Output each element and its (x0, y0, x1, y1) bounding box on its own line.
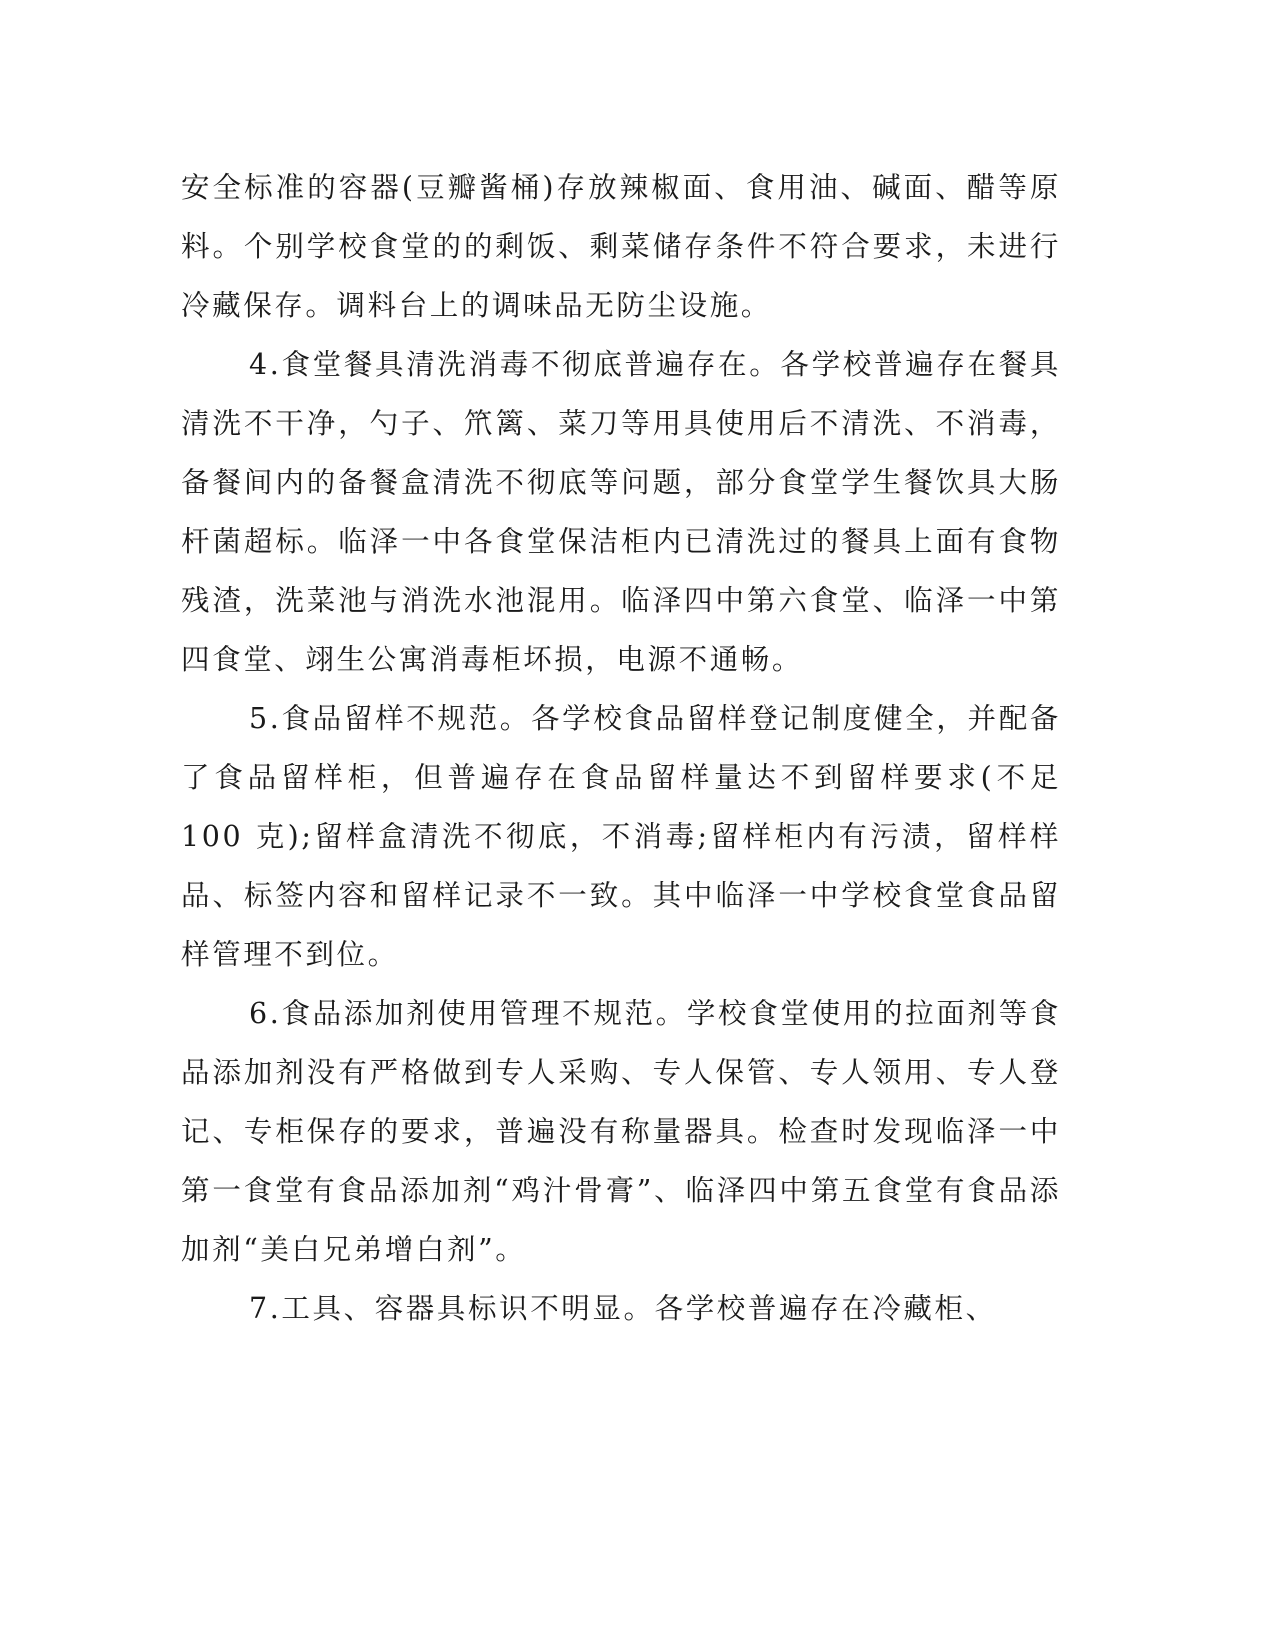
paragraph-item-5: 5.食品留样不规范。各学校食品留样登记制度健全，并配备了食品留样柜，但普遍存在食品留样量达不到留样要求(不足 100 克);留样盒清洗不彻底，不消毒;留样柜内有污渍，留样样品、标签内容和留样记录不一致。其中临泽一中学校食堂食品留样管理不到位。 (181, 702, 1061, 971)
paragraph-item-4: 4.食堂餐具清洗消毒不彻底普遍存在。各学校普遍存在餐具清洗不干净，勺子、笊篱、菜刀等用具使用后不清洗、不消毒，备餐间内的备餐盒清洗不彻底等问题，部分食堂学生餐饮具大肠杆菌超标。临泽一中各食堂保洁柜内已清洗过的餐具上面有食物残渣，洗菜池与消洗水池混用。临泽四中第六食堂、临泽一中第四食堂、翊生公寓消毒柜坏损，电源不通畅。 (181, 348, 1061, 676)
paragraph-item-6: 6.食品添加剂使用管理不规范。学校食堂使用的拉面剂等食品添加剂没有严格做到专人采购、专人保管、专人领用、专人登记、专柜保存的要求，普遍没有称量器具。检查时发现临泽一中第一食堂有食品添加剂“鸡汁骨膏”、临泽四中第五食堂有食品添加剂“美白兄弟增白剂”。 (181, 997, 1061, 1266)
paragraph-continuation: 安全标准的容器(豆瓣酱桶)存放辣椒面、食用油、碱面、醋等原料。个别学校食堂的的剩饭、剩菜储存条件不符合要求，未进行冷藏保存。调料台上的调味品无防尘设施。 (181, 171, 1061, 322)
paragraph-item-7: 7.工具、容器具标识不明显。各学校普遍存在冷藏柜、 (249, 1292, 997, 1325)
document-body (181, 158, 1061, 1338)
